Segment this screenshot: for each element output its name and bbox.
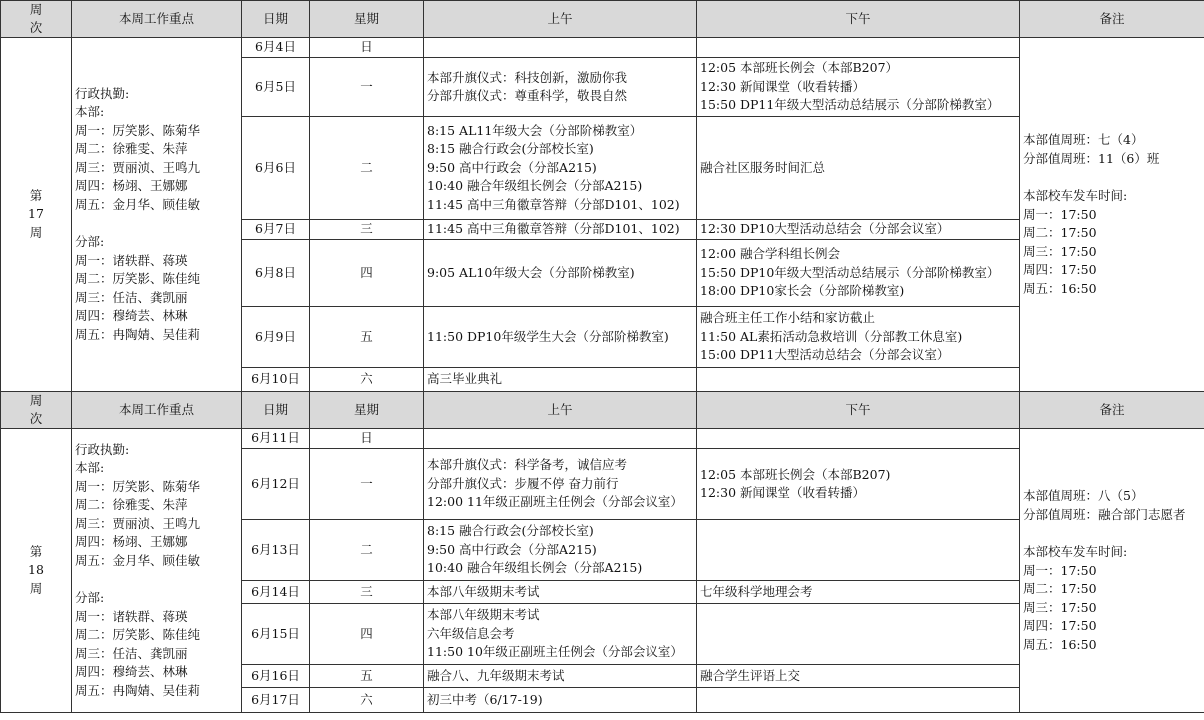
morning-cell — [424, 449, 697, 520]
morning-cell — [424, 58, 697, 117]
notes-cell — [1020, 38, 1204, 392]
weekday-cell: 四 — [310, 604, 424, 665]
branch-campus-duty: 周五：冉陶婧、吴佳莉 — [75, 682, 201, 698]
afternoon-event: 18:00 DP10家长会（分部阶梯教室) — [700, 283, 905, 299]
afternoon-event: 15:50 DP11年级大型活动总结展示（分部阶梯教室） — [700, 97, 1000, 113]
weekday-cell: 六 — [310, 368, 424, 392]
morning-event: 11:50 10年级正副班主任例会（分部会议室） — [427, 644, 683, 660]
morning-cell — [424, 520, 697, 581]
weekday-cell: 一 — [310, 449, 424, 520]
weekday-cell: 四 — [310, 240, 424, 307]
morning-event: 11:50 DP10年级学生大会（分部阶梯教室) — [427, 328, 669, 344]
main-campus-duty: 周五：金月华、顾佳敏 — [75, 552, 201, 568]
morning-cell — [424, 307, 697, 368]
bus-time: 周二：17:50 — [1023, 225, 1097, 240]
bus-time: 周三：17:50 — [1023, 599, 1097, 615]
week-label-part: 18 — [28, 562, 44, 578]
header-afternoon: 下午 — [697, 1, 1020, 38]
afternoon-cell — [697, 117, 1020, 220]
weekday-cell: 一 — [310, 58, 424, 117]
morning-event: 9:05 AL10年级大会（分部阶梯教室) — [427, 264, 635, 280]
morning-event: 分部升旗仪式：尊重科学，敬畏自然 — [427, 88, 628, 103]
week-label — [1, 429, 72, 713]
morning-event: 高三毕业典礼 — [427, 371, 503, 387]
header-week — [1, 1, 72, 38]
weekday-cell: 六 — [310, 688, 424, 713]
bus-time: 周一：17:50 — [1023, 562, 1097, 578]
afternoon-event: 融合社区服务时间汇总 — [700, 159, 826, 175]
branch-campus-duty: 周一：诸轶群、蒋瑛 — [75, 608, 188, 624]
branch-campus-title: 分部: — [75, 234, 105, 250]
main-campus-title: 本部: — [75, 460, 105, 476]
branch-campus-duty: 周四：穆绮芸、林琳 — [75, 308, 188, 324]
afternoon-event: 融合班主任工作小结和家访截止 — [700, 310, 876, 326]
date-cell: 6月11日 — [242, 429, 310, 449]
header-weekday: 星期 — [310, 1, 424, 38]
header-morning: 上午 — [424, 392, 697, 429]
morning-event: 本部升旗仪式：科技创新，激励你我 — [427, 69, 628, 85]
weekday-cell: 五 — [310, 665, 424, 688]
afternoon-cell — [697, 240, 1020, 307]
afternoon-event: 15:50 DP10年级大型活动总结展示（分部阶梯教室） — [700, 264, 1000, 280]
main-campus-duty: 周三：贾丽浈、王鸣九 — [75, 159, 201, 175]
main-campus-duty: 周二：徐雅雯、朱萍 — [75, 497, 188, 513]
header-date: 日期 — [242, 392, 310, 429]
afternoon-event: 12:30 新闻课堂（收看转播） — [700, 78, 865, 94]
week-label-part: 17 — [28, 206, 44, 222]
afternoon-cell — [697, 604, 1020, 665]
afternoon-event: 七年级科学地理会考 — [700, 583, 813, 599]
main-campus-duty: 周一：厉笑影、陈菊华 — [75, 478, 201, 494]
afternoon-event: 12:05 本部班长例会（本部B207) — [700, 466, 891, 482]
week-label — [1, 38, 72, 392]
bus-time: 周一：17:50 — [1023, 206, 1097, 222]
bus-time: 周四：17:50 — [1023, 262, 1097, 277]
bus-title: 本部校车发车时间: — [1023, 544, 1128, 559]
morning-event: 8:15 融合行政会(分部校长室) — [427, 523, 594, 539]
morning-event: 10:40 融合年级组长例会（分部A215) — [427, 178, 643, 194]
main-campus-title: 本部: — [75, 104, 105, 120]
date-cell: 6月15日 — [242, 604, 310, 665]
date-cell: 6月9日 — [242, 307, 310, 368]
morning-event: 融合八、九年级期末考试 — [427, 667, 565, 683]
morning-cell — [424, 604, 697, 665]
afternoon-cell — [697, 38, 1020, 58]
date-cell: 6月5日 — [242, 58, 310, 117]
header-focus: 本周工作重点 — [72, 392, 242, 429]
weekday-cell: 三 — [310, 581, 424, 604]
morning-cell — [424, 581, 697, 604]
branch-campus-duty: 周四：穆绮芸、林琳 — [75, 664, 188, 680]
spacer — [1023, 168, 1201, 187]
notes-cell — [1020, 429, 1204, 713]
header-notes: 备注 — [1020, 1, 1204, 38]
date-cell: 6月14日 — [242, 581, 310, 604]
date-cell: 6月17日 — [242, 688, 310, 713]
header-notes: 备注 — [1020, 392, 1204, 429]
morning-event: 8:15 AL11年级大会（分部阶梯教室） — [427, 122, 643, 138]
weekday-cell: 日 — [310, 429, 424, 449]
morning-event: 11:45 高中三角徽章答辩（分部D101、102) — [427, 221, 680, 237]
branch-campus-title: 分部: — [75, 590, 105, 606]
afternoon-event: 融合学生评语上交 — [700, 667, 801, 683]
morning-event: 本部升旗仪式：科学备考，诚信应考 — [427, 457, 628, 473]
date-cell: 6月10日 — [242, 368, 310, 392]
bus-time: 周五：16:50 — [1023, 280, 1097, 296]
header-morning: 上午 — [424, 1, 697, 38]
header-focus: 本周工作重点 — [72, 1, 242, 38]
morning-cell — [424, 117, 697, 220]
afternoon-cell — [697, 581, 1020, 604]
morning-cell — [424, 665, 697, 688]
bus-time: 周四：17:50 — [1023, 618, 1097, 633]
morning-event: 初三中考（6/17-19) — [427, 691, 543, 707]
afternoon-cell — [697, 520, 1020, 581]
branch-campus-duty: 周三：任洁、龚凯丽 — [75, 289, 188, 305]
afternoon-event: 12:00 融合学科组长例会 — [700, 246, 840, 262]
afternoon-cell — [697, 449, 1020, 520]
week-label-part: 周 — [29, 580, 43, 596]
duty-roster — [72, 429, 242, 713]
morning-event: 本部八年级期末考试 — [427, 607, 540, 623]
morning-event: 9:50 高中行政会（分部A215) — [427, 541, 597, 557]
header-week-char: 次 — [29, 20, 43, 35]
header-week-char: 周 — [29, 393, 43, 408]
afternoon-cell — [697, 58, 1020, 117]
main-campus-duty: 周三：贾丽浈、王鸣九 — [75, 515, 201, 531]
bus-time: 周三：17:50 — [1023, 243, 1097, 259]
duty-title: 行政执勤: — [75, 85, 130, 101]
afternoon-cell — [697, 429, 1020, 449]
morning-event: 10:40 融合年级组长例会（分部A215) — [427, 560, 643, 576]
afternoon-event: 12:30 新闻课堂（收看转播） — [700, 485, 865, 500]
morning-event: 六年级信息会考 — [427, 625, 515, 641]
morning-cell — [424, 429, 697, 449]
morning-event: 11:45 高中三角徽章答辩（分部D101、102) — [427, 196, 680, 212]
main-campus-duty: 周二：徐雅雯、朱萍 — [75, 141, 188, 157]
branch-campus-duty: 周五：冉陶婧、吴佳莉 — [75, 326, 201, 342]
weekday-cell: 五 — [310, 307, 424, 368]
morning-event: 8:15 融合行政会(分部校长室) — [427, 141, 594, 157]
morning-cell — [424, 368, 697, 392]
main-campus-duty: 周四：杨翊、王娜娜 — [75, 534, 188, 550]
header-weekday: 星期 — [310, 392, 424, 429]
date-cell: 6月16日 — [242, 665, 310, 688]
duty-class-note: 本部值周班：七（4） — [1023, 132, 1144, 147]
main-campus-duty: 周五：金月华、顾佳敏 — [75, 196, 201, 212]
date-cell: 6月8日 — [242, 240, 310, 307]
morning-event: 9:50 高中行政会（分部A215) — [427, 159, 597, 175]
morning-cell — [424, 240, 697, 307]
afternoon-event: 12:30 DP10大型活动总结会（分部会议室） — [700, 221, 950, 237]
week-label-part: 周 — [29, 224, 43, 240]
branch-campus-duty: 周二：厉笑影、陈佳纯 — [75, 627, 201, 643]
afternoon-cell — [697, 368, 1020, 392]
morning-event: 12:00 11年级正副班主任例会（分部会议室） — [427, 494, 683, 510]
weekday-cell: 二 — [310, 520, 424, 581]
header-date: 日期 — [242, 1, 310, 38]
date-cell: 6月7日 — [242, 220, 310, 240]
header-row — [1, 1, 1204, 38]
date-cell: 6月12日 — [242, 449, 310, 520]
table-row — [1, 38, 1204, 58]
branch-campus-duty: 周一：诸轶群、蒋瑛 — [75, 252, 188, 268]
duty-class-note: 分部值周班：融合部门志愿者 — [1023, 506, 1186, 522]
afternoon-cell — [697, 665, 1020, 688]
week-label-part: 第 — [29, 543, 43, 559]
morning-cell — [424, 688, 697, 713]
spacer — [75, 214, 238, 233]
branch-campus-duty: 周二：厉笑影、陈佳纯 — [75, 271, 201, 287]
bus-title: 本部校车发车时间: — [1023, 188, 1128, 203]
branch-campus-duty: 周三：任洁、龚凯丽 — [75, 645, 188, 661]
morning-cell — [424, 38, 697, 58]
morning-event: 分部升旗仪式：步履不停 奋力前行 — [427, 475, 619, 491]
main-campus-duty: 周一：厉笑影、陈菊华 — [75, 122, 201, 138]
afternoon-cell — [697, 220, 1020, 240]
date-cell: 6月4日 — [242, 38, 310, 58]
weekday-cell: 二 — [310, 117, 424, 220]
main-campus-duty: 周四：杨翊、王娜娜 — [75, 178, 188, 194]
duty-roster — [72, 38, 242, 392]
header-row — [1, 392, 1204, 429]
afternoon-event: 15:00 DP11大型活动总结会（分部会议室） — [700, 347, 950, 363]
weekday-cell: 三 — [310, 220, 424, 240]
date-cell: 6月6日 — [242, 117, 310, 220]
spacer — [75, 570, 238, 589]
afternoon-event: 12:05 本部班长例会（本部B207） — [700, 60, 899, 76]
weekday-cell: 日 — [310, 38, 424, 58]
duty-class-note: 分部值周班：11（6）班 — [1023, 150, 1160, 166]
morning-event: 本部八年级期末考试 — [427, 583, 540, 599]
week-label-part: 第 — [29, 187, 43, 203]
bus-time: 周二：17:50 — [1023, 581, 1097, 596]
header-afternoon: 下午 — [697, 392, 1020, 429]
date-cell: 6月13日 — [242, 520, 310, 581]
morning-cell — [424, 220, 697, 240]
table-row — [1, 429, 1204, 449]
header-week-char: 次 — [29, 411, 43, 426]
duty-class-note: 本部值周班：八（5） — [1023, 488, 1144, 503]
header-week — [1, 392, 72, 429]
spacer — [1023, 524, 1201, 543]
afternoon-cell — [697, 688, 1020, 713]
duty-title: 行政执勤: — [75, 441, 130, 457]
afternoon-event: 11:50 AL素拓活动急救培训（分部教工休息室) — [700, 328, 963, 344]
bus-time: 周五：16:50 — [1023, 636, 1097, 652]
header-week-char: 周 — [29, 2, 43, 17]
afternoon-cell — [697, 307, 1020, 368]
